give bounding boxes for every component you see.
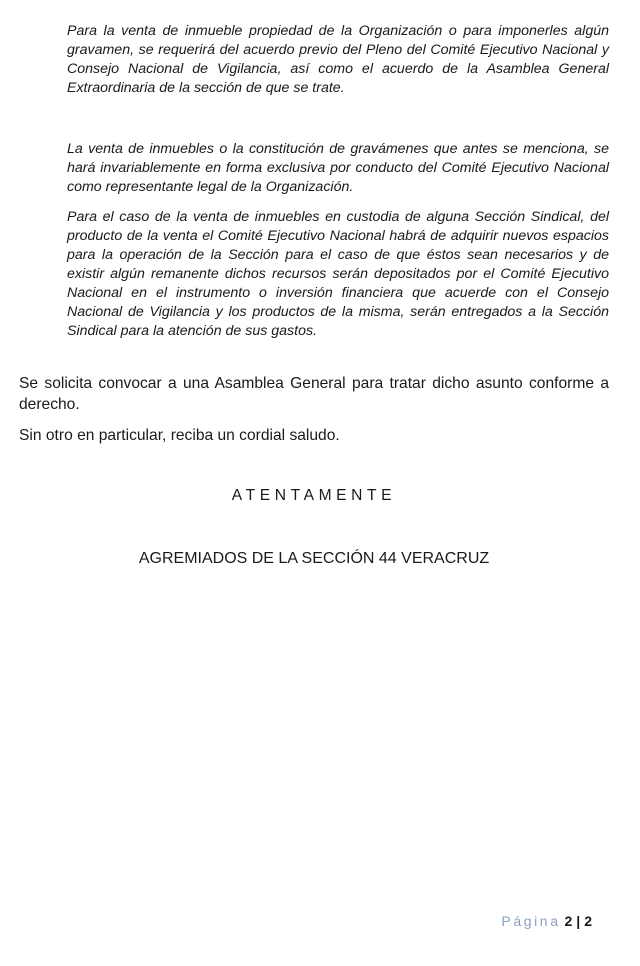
page-label: Página — [501, 913, 561, 929]
signature-text: AGREMIADOS DE LA SECCIÓN 44 VERACRUZ — [138, 550, 490, 567]
closing-text: ATENTAMENTE — [231, 487, 397, 504]
current-page-number: 2 — [564, 913, 573, 929]
page-separator: | — [576, 913, 581, 929]
total-pages-number: 2 — [584, 913, 592, 929]
request-paragraph: Se solicita convocar a una Asamblea General para tratar dicho asunto conforme a derecho. — [19, 375, 609, 413]
quoted-clause-proceeds-use: Para el caso de la venta de inmuebles en custodia de alguna Sección Sindical, del producto de la venta el Comité Ejecutivo Nacional habrá de adquirir nuevos espacios para la operación de la Sección para el caso de que éstos sean necesarios y de existir algún remanente dichos recursos serán depositados por el Comité Ejecutivo Nacional en el instrumento o inversión financiera que acuerde con el Consejo Nacional de Vigilancia y los productos de la misma, serán entregados a la Sección Sindical para la atención de sus gastos. — [67, 209, 609, 339]
quoted-clause-sale-approval: Para la venta de inmueble propiedad de la Organización o para imponerles algún gravamen, se requerirá del acuerdo previo del Pleno del Comité Ejecutivo Nacional y Consejo Nacional de Vigilancia, así como el acuerdo de la Asamblea General Extraordinaria de la sección de que se trate. — [67, 23, 609, 96]
greeting-paragraph: Sin otro en particular, reciba un cordial saludo. — [19, 427, 340, 444]
page-footer — [501, 913, 592, 929]
quoted-clause-exclusive-conduct: La venta de inmuebles o la constitución de gravámenes que antes se menciona, se hará invariablemente en forma exclusiva por conducto del Comité Ejecutivo Nacional como representante legal de la Organización. — [67, 141, 609, 195]
